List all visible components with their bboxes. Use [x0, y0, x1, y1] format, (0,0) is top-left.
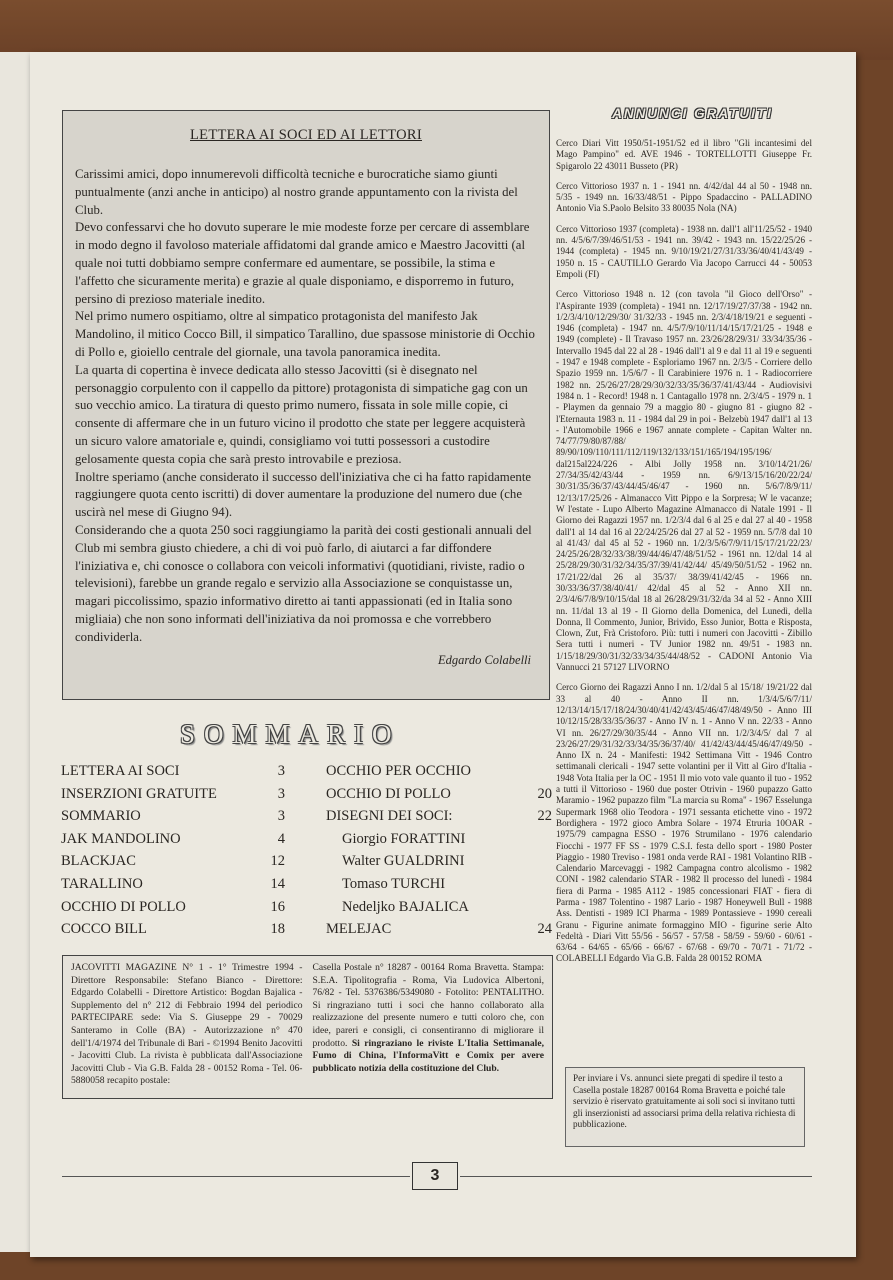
- letter-paragraph: Nel primo numero ospitiamo, oltre al simpatico protagonista del manifesto Jak Mandolino, il mitico Cocco Bill, il simpatico Tarallino, due spassose ministorie di Occhio di Pollo e, gioiello centrale del giornale, una tavola panoramica inedita.: [75, 309, 535, 359]
- toc-right-column: [326, 760, 552, 941]
- classified-ad: Cerco Vittorioso 1937 n. 1 - 1941 nn. 4/42/dal 44 al 50 - 1948 nn. 5/35 - 1949 nn. 16/33/48/51 - Pippo Spadaccino - PALLADINO Antonio Via S.Paolo Belsito 33 80035 Nola (NA): [556, 180, 812, 214]
- toc-entry: [61, 918, 285, 941]
- letter-paragraph: Inoltre speriamo (anche considerato il successo dell'iniziativa che ci ha fatto rapidamente raggiungere quota cento iscritti) di dover aumentare la produzione del numero due (che uscirà nel mese di Giugno 94).: [75, 469, 532, 520]
- toc-page: 3: [277, 808, 285, 825]
- toc-entry: [326, 783, 552, 806]
- credits-thanks: Si ringraziano le riviste L'Italia Settimanale, Fumo di China, l'InformaVitt e Comix per avere pubblicato notizia della costituzione del Club.: [312, 1037, 544, 1074]
- toc-label: DISEGNI DEI SOCI:: [326, 808, 453, 825]
- toc-entry: [326, 828, 552, 851]
- letter-paragraph: Considerando che a quota 250 soci raggiungiamo la parità dei costi gestionali annuali del Club mi sembra giusto chiedere, a chi di voi può farlo, di aiutarci a far diffondere l'iniziativa e, chi conosce o collabora con veicoli informativi (quotidiani, riviste, radio o televisioni), farebbe un grande regalo e servizio alla Associazione se conquistasse un, magari piccolissimo, spazio informativo diretto ai tanti appassionati (ed in Italia sono migliaia) che non sono informati dell'iniziativa da noi promossa e che vorrebbero condividerla.: [75, 522, 532, 644]
- letter-body: [75, 166, 537, 647]
- letter-box: [62, 110, 550, 700]
- footer-rule-right: [460, 1176, 812, 1177]
- toc-label: INSERZIONI GRATUITE: [61, 785, 217, 802]
- toc-label: Tomaso TURCHI: [342, 875, 446, 892]
- toc-page: 24: [537, 921, 552, 938]
- toc-entry: [326, 918, 552, 941]
- page-number: 3: [412, 1162, 458, 1190]
- credits-right-text: Casella Postale n° 18287 - 00164 Roma Bravetta. Stampa: S.E.A. Tipolitografia - Roma, Via Ludovica Albertoni, 76/82 - Tel. 5376386/5349080 - Fotolito: PENTALITHO. Si ringraziano tutti i soci che hanno collaborato alla realizzazione del presente numero e tutti coloro che, con idee, pareri e consigli, ci consentiranno di migliorare il prodotto.: [312, 962, 544, 1049]
- toc-label: LETTERA AI SOCI: [61, 763, 180, 779]
- annunci-title: ANNUNCI GRATUITI: [612, 106, 773, 121]
- credits-right: [313, 962, 545, 1092]
- letter-paragraph: La quarta di copertina è invece dedicata allo stesso Jacovitti (si è disegnato nel personaggio corpulento con il cappello da pittore) protagonista di simpatiche gag con un suo vecchio amico. La tiratura di questo primo numero, fissata in sole mille copie, ci consente di affermare che in un futuro vicino il prodotto che state per leggere acquisterà un sicuro valore amatoriale e, quindi, consigliamo voi tutti possessori a custodire gelosamente questa copia che sarà presto introvabile e preziosa.: [75, 362, 528, 466]
- previous-page-edge: [0, 52, 32, 1252]
- toc-entry: [61, 805, 285, 828]
- classified-ad: Cerco Diari Vitt 1950/51-1951/52 ed il libro "Gli incantesimi del Mago Pampino" ed. AVE 1946 - TORTELLOTTI Giuseppe Fr. Spigarolo 22 43011 Busseto (PR): [556, 138, 812, 171]
- footer-rule-left: [62, 1176, 410, 1177]
- credits-box: [62, 955, 553, 1099]
- letter-signature: Edgardo Colabelli: [438, 652, 531, 667]
- toc-page: 14: [270, 875, 285, 892]
- toc-entry: [326, 760, 552, 783]
- letter-paragraph: Devo confessarvi che ho dovuto superare le mie modeste forze per cercare di assemblare in modo degno il favoloso materiale affidatomi dal grande amico e Maestro Jacovitti (al quale noi tutti dobbiamo sempre confermare ed aumentare, se possibile, la stima e l'affetto che sicuramente merita) e grazie al quale disponiamo, e disporremo in futuro, persino di prezioso materiale inedito.: [75, 220, 530, 306]
- toc-label: OCCHIO DI POLLO: [61, 898, 186, 915]
- ads-column: [556, 138, 812, 974]
- classified-ad: Cerco Vittorioso 1948 n. 12 (con tavola "il Gioco dell'Orso" - l'Aspirante 1939 (completa) - 1941 nn. 12/17/19/27/37/38 - 1942 nn. 1/2/3/4/10/12/29/30/ 31/32/33 - 1945 nn. 2/3/4/18/19/21 e seguenti - 1946 (completa) - 1947 nn. 4/5/7/9/10/11/14/15/17/21/25 - 1948 e 1949 (complete) - Il Travaso 1957 nn. 23/26/28/29/31/ 33/34/35/36 - Intervallo 1945 dal 22 al 28 - 1946 dall'1 al 9 e dal 11 al 19 e seguenti - 1947 e 1948 complete - Esploriamo 1967 nn. 2/3/5 - Corriere dello Spazio 1959 nn. 1/5/6/7 - Il Carabiniere 1976 n. 1 - Radiocorriere 1982 nn. 25/26/27/28/29/30/32/33/35/36/37/41/43/44 - Audiovisivi 1984 n. 1 - Record! 1948 n. 1 Cantagallo 1978 nn. 2/3/4/5 - 1979 n. 1 - Playmen da gennaio 79 a maggio 80 - giugno 81 - giugno 82 - l'Eternauta 1983 n. 11 - 1984 dal 29 in poi - Belzebù 1947 dall'1 al 13 - l'Automobile 1966 e 1967 annate complete - Capitan Walter nn. 74/77/79/80/87/88/ 89/90/109/110/111/112/119/132/133/151/165/194/195/196/ dal215al224/226 - Albi Jolly 1958 nn. 3/10/14/21/26/ 27/34/35/42/43/44 - 1959 nn. 6/9/13/15/16/20/22/24/ 30/31/35/36/37/43/44/45/46/47 - 1960 nn. 5/6/7/8/9/11/ 12/13/17/25/26 - Almanacco Vitt Pippo e la Sorpresa; W le vacanze; W l'estate - Lupo Alberto Magazine Almanacco di Natale 1991 - Il Giorno dei Ragazzi 1957 nn. 1/2/3/4 dal 6 al 25 e dal 27 al 40 - 1958 dall'1 al 14 dal 16 al 22/24/25/26 dal 27 al 52 - 1959 nn. 5/7/8 dal 10 al 41/43/ dal 45 al 52 - 1960 nn. 1/2/3/5/6/7/9/11/15/17/21/22/23/ 24/25/26/28/32/33/38/39/44/46/47/48/51/52 - 1961 nn. 12/dal 14 al 25/28/29/30/31/32/34/35/37/39/41/42/44/ 45/49/50/51/52 - 1962 nn. 17/21/22/dal 26 al 35/37/ 38/39/41/42/45 - 1966 nn. 30/33/36/37/38/40/41/ 42/dal 45 al 52 - Anno XII nn. 2/3/4/6/7/8/9/10/15/dal 18 al 26/28/29/31/32/da 34 al 52 - Anno XIII nn. 11/dal 13 al 19 - Il Giorno della Domenica, del Lunedì, della Donna, Il Commento, Junior, Brivido, Esso Junior, Botta e Risposta, Clown, Zut, Frà Cristoforo. Più: tutti i numeri con Jacovitti - Zibillo Sera tutti i numeri - TV Junior 1982 nn. 49/51 - 1983 nn. 1/15/18/29/30/31/32/33/34/35/44/48/52 - CADONI Antonio Via Vannucci 21 57127 LIVORNO: [556, 289, 812, 673]
- classified-ad: Cerco Giorno dei Ragazzi Anno I nn. 1/2/dal 5 al 15/18/ 19/21/22 dal 33 al 40 - Anno II nn. 1/3/4/5/6/7/11/ 12/13/14/15/17/18/24/30/40/41/42/43/45/46/47/48/49/50 - Anno III 10/12/15/28/33/35/36/37 - Anno IV n. 1 - Anno V nn. 22/33 - Anno VI nn. 26/27/29/30/35/44 - Anno VII nn. 1/2/3/4/5/ dal 7 al 23/26/27/29/31/32/33/34/35/36/37/40/ 41/42/43/44/45/46/47/49/50 - Anno IX n. 24 - Manifesti: 1942 Settimana Vitt - 1946 Contro settimanali clericali - 1947 sette volantini per il Vitt al Giro d'Italia - 1948 Vota Italia per la OC - 1951 Il mio voto vale quanto il tuo - 1952 a tutti il Vittorioso - 1960 due poster Otrivin - 1960 pupazzo Gatto Maramio - 1962 pupazzo film "La marcia su Roma" - 1967 Esselunga Supermark 1968 olio Teodora - 1971 sessanta etichette vino - 1972 Bordighera - 1972 gioco Ambra Solare - 1974 Etruria 10OAR - 1975/79 campagna ESSO - 1976 Strumilano - 1976 calendario Fiocchi - 1977 FF SS - 1979 C.S.I. festa dello sport - 1980 Poster Piaggio - 1980 Treviso - 1981 onda verde RAI - 1981 Volantino RIB - Calendario Marcevaggi - 1982 Campagna contro alcolismo - 1982 CONI - 1982 calendario STAR - 1982 Il processo del lunedì - 1984 fiera di Parma - 1985 A112 - 1985 concessionari FIAT - fiera di Parma - 1987 Tolentino - 1987 Lario - 1987 Honeywell Bull - 1988 Ass. Dentisti - 1989 ICI Pharma - 1989 Pontassieve - 1990 cereali Granu - Figurine animate formaggino MIO - figurine serie Alto Fedeltà - Diari Vitt 55/56 - 56/57 - 57/58 - 58/59 - 59/60 - 60/61 - 63/64 - 64/65 - 65/66 - 66/67 - 67/68 - 69/70 - 70/71 - 71/72 - COLABELLI Edgardo Via G.B. Falda 28 00152 ROMA: [556, 682, 812, 964]
- ads-submission-note: Per inviare i Vs. annunci siete pregati di spedire il testo a Casella postale 18287 00164 Roma Bravetta e poiché tale servizio è riservato gratuitamente ai soli soci si invitano tutti gli inserzionisti ad associarsi prima della relativa richiesta di pubblicazione.: [565, 1067, 805, 1147]
- toc-label: OCCHIO PER OCCHIO: [326, 763, 472, 779]
- credits-left: JACOVITTI MAGAZINE N° 1 - 1° Trimestre 1994 - Direttore Responsabile: Stefano Bianco - Direttore: Edgardo Colabelli - Direttore Artistico: Bogdan Bajalica - Supplemento del n° 212 di Febbraio 1994 del periodico PARTECIPARE sede: Via S. Giuseppe 29 - 70029 Santeramo in Colle (BA) - Autorizzazione n° 470 dell'1/4/1974 del Tribunale di Bari - ©1994 Benito Jacovitti - Jacovitti Club. La rivista è pubblicata dall'Associazione Jacovitti Club - Via G.B. Falda 28 - 00152 Roma - Tel. 06-5880058 recapito postale:: [71, 962, 303, 1087]
- toc-entry: [61, 828, 285, 851]
- toc-entry: [326, 850, 552, 873]
- toc-label: Nedeljko BAJALICA: [342, 898, 469, 915]
- toc-left-column: [61, 760, 285, 941]
- toc-entry: [61, 896, 285, 919]
- toc-page: 16: [270, 898, 285, 915]
- toc-page: 3: [277, 763, 285, 779]
- toc-entry: [61, 873, 285, 896]
- toc-entry: [326, 896, 552, 919]
- toc-label: MELEJAC: [326, 921, 392, 938]
- toc-label: COCCO BILL: [61, 921, 147, 938]
- sommario-title: SOMMARIO: [180, 719, 401, 749]
- toc-label: SOMMARIO: [61, 808, 141, 825]
- toc-label: OCCHIO DI POLLO: [326, 785, 451, 802]
- toc-page: 20: [537, 785, 552, 802]
- toc-entry: [61, 850, 285, 873]
- toc-page: 4: [277, 830, 285, 847]
- toc-entry: [326, 805, 552, 828]
- toc-page: 3: [277, 785, 285, 802]
- toc-label: TARALLINO: [61, 875, 143, 892]
- toc-entry: [61, 760, 285, 783]
- toc-entry: [61, 783, 285, 806]
- toc-entry: [326, 873, 552, 896]
- toc-label: Walter GUALDRINI: [342, 853, 465, 870]
- classified-ad: Cerco Vittorioso 1937 (completa) - 1938 nn. dall'1 all'11/25/52 - 1940 nn. 4/5/6/7/39/46/51/53 - 1941 nn. 39/42 - 1943 nn. 15/22/25/26 - 1944 (completa) - 1945 nn. 9/10/19/21/27/31/33/36/40/41/43/49 - 1950 n. 15 - CAUTILLO Gerardo Via Jacopo Carrucci 44 - 50053 Empoli (FI): [556, 223, 812, 279]
- toc-label: JAK MANDOLINO: [61, 830, 181, 847]
- toc-label: Giorgio FORATTINI: [342, 830, 466, 847]
- toc-label: BLACKJAC: [61, 853, 136, 870]
- toc-page: 22: [537, 808, 552, 825]
- toc-page: 18: [270, 921, 285, 938]
- wood-background: [0, 0, 893, 60]
- toc-page: 12: [270, 853, 285, 870]
- magazine-page: [30, 52, 856, 1257]
- letter-title: LETTERA AI SOCI ED AI LETTORI: [190, 127, 422, 143]
- letter-paragraph: Carissimi amici, dopo innumerevoli difficoltà tecniche e burocratiche siamo giunti puntualmente (anzi anche in anticipo) al nostro grande appuntamento con la rivista del Club.: [75, 167, 518, 217]
